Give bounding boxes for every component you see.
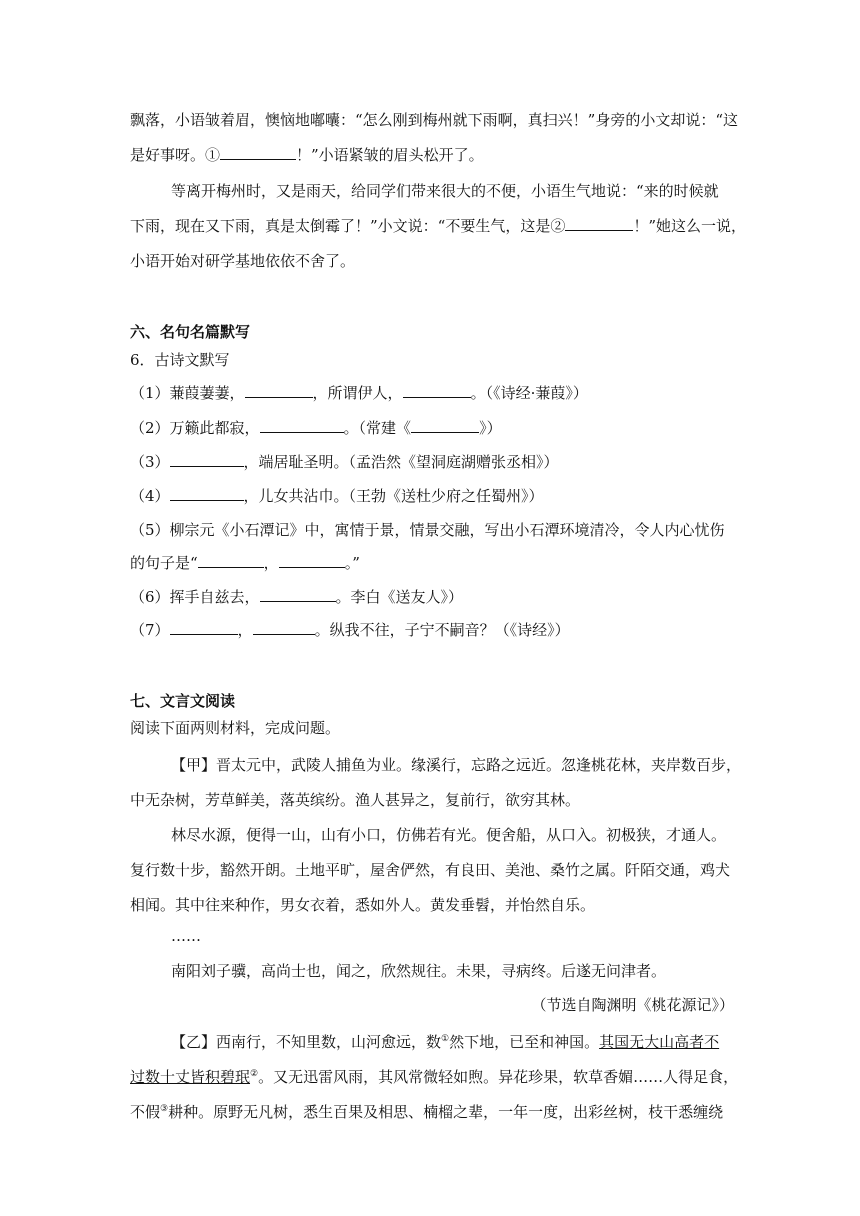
underlined-sentence: 过数十丈皆积碧珉 xyxy=(130,1068,251,1086)
question-item: 的句子是“ ， 。” xyxy=(130,554,360,572)
instruction-text: 阅读下面两则材料，完成问题。 xyxy=(130,719,341,737)
footnote-marker: ③ xyxy=(160,1104,169,1114)
passage-line: 【乙】西南行，不知里数，山河愈远，数①然下地，已至和神国。其国无大山高者不 xyxy=(171,1033,720,1051)
passage-line: 小语开始对研学基地依依不舍了。 xyxy=(130,252,356,270)
answer-blank[interactable] xyxy=(253,620,315,635)
answer-blank[interactable] xyxy=(170,486,244,501)
passage-line: 相闻。其中往来种作，男女衣着，悉如外人。黄发垂髫，并怡然自乐。 xyxy=(130,896,596,914)
answer-blank[interactable] xyxy=(403,383,471,398)
footnote-marker: ① xyxy=(441,1034,450,1044)
passage-line: 下雨，现在又下雨，真是太倒霉了！”小文说：“不要生气，这是② ！”她这么一说， xyxy=(130,217,747,235)
underlined-sentence: 其国无大山高者不 xyxy=(599,1033,720,1051)
question-item: （7） ， 。纵我不往，子宁不嗣音？（《诗经》） xyxy=(130,621,570,639)
answer-blank[interactable] xyxy=(198,553,264,568)
fill-blank-1[interactable] xyxy=(220,145,296,160)
passage-line: 复行数十步，豁然开朗。土地平旷，屋舍俨然，有良田、美池、桑竹之属。阡陌交通，鸡犬 xyxy=(130,861,731,879)
passage-line: 林尽水源，便得一山，山有小口，仿佛若有光。便舍船，从口入。初极狭，才通人。 xyxy=(171,826,727,844)
passage-line: 【甲】晋太元中，武陵人捕鱼为业。缘溪行，忘路之远近。忽逢桃花林，夹岸数百步， xyxy=(171,756,742,774)
answer-blank[interactable] xyxy=(411,418,479,433)
footnote-marker: ② xyxy=(250,1069,259,1079)
passage-line: 是好事呀。① ！”小语紧皱的眉头松开了。 xyxy=(130,146,484,164)
question-item: （6）挥手自兹去， 。李白《送友人》） xyxy=(130,588,464,606)
question-item: （3） ，端居耻圣明。（孟浩然《望洞庭湖赠张丞相》） xyxy=(130,453,559,471)
question-title: 6．古诗文默写 xyxy=(130,351,230,369)
question-item: （2）万籁此都寂， 。（常建《 》） xyxy=(130,419,502,437)
passage-line: 南阳刘子骥，高尚士也，闻之，欣然规往。未果，寻病终。后遂无问津者。 xyxy=(171,962,667,980)
passage-line: 飘落，小语皱着眉，懊恼地嘟囔：“怎么刚到梅州就下雨啊，真扫兴！”身旁的小文却说：“这 xyxy=(130,111,739,129)
question-item: （5）柳宗元《小石潭记》中，寓情于景，情景交融，写出小石潭环境清冷，令人内心忧伤 xyxy=(130,521,725,539)
answer-blank[interactable] xyxy=(170,452,244,467)
question-item: （4） ，儿女共沾巾。（王勃《送杜少府之任蜀州》） xyxy=(130,487,544,505)
ellipsis: …… xyxy=(171,927,201,945)
passage-line: 过数十丈皆积碧珉②。又无迅雷风雨，其风常微轻如煦。异花珍果，软草香媚……人得足食， xyxy=(130,1068,739,1086)
answer-blank[interactable] xyxy=(279,553,345,568)
source-citation: （节选自陶渊明《桃花源记》） xyxy=(531,996,734,1014)
section-heading: 七、文言文阅读 xyxy=(130,692,236,710)
fill-blank-2[interactable] xyxy=(565,216,633,231)
answer-blank[interactable] xyxy=(245,383,313,398)
passage-line: 中无杂树，芳草鲜美，落英缤纷。渔人甚异之，复前行，欲穷其林。 xyxy=(130,791,581,809)
answer-blank[interactable] xyxy=(260,587,336,602)
section-heading: 六、名句名篇默写 xyxy=(130,323,251,341)
answer-blank[interactable] xyxy=(260,418,344,433)
question-item: （1）蒹葭萋萋， ，所谓伊人， 。（《诗经·蒹葭》） xyxy=(130,384,588,402)
answer-blank[interactable] xyxy=(170,620,238,635)
passage-line: 不假③耕种。原野无凡树，悉生百果及相思、楠榴之辈，一年一度，出彩丝树，枝干悉缠绕 xyxy=(130,1103,724,1121)
passage-line: 等离开梅州时，又是雨天，给同学们带来很大的不便，小语生气地说：“来的时候就 xyxy=(171,182,719,200)
